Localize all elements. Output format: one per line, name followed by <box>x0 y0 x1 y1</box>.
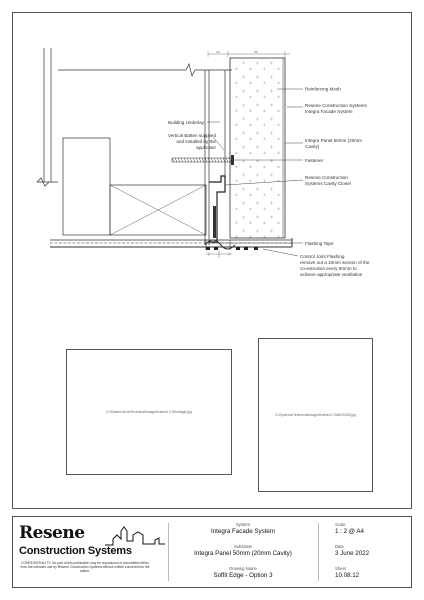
sheet-field <box>335 566 359 579</box>
confidentiality-notice: CONFIDENTIALITY: No part of this publication may be reproduced or transmitted either from the intended use by Resene Construction Systems without written consent from the author. <box>20 561 150 574</box>
drawing-name-field <box>170 566 316 579</box>
system-value: Integra Facade System <box>211 528 275 535</box>
substrate-value: Integra Panel 50mm (20mm Cavity) <box>194 550 292 557</box>
framing-timber <box>63 138 206 235</box>
label-control-joint-line1: Control Joint Flashing <box>300 254 345 259</box>
label-fastener: Fastener <box>305 158 324 163</box>
title-divider-2 <box>318 523 319 581</box>
date-field <box>335 544 369 557</box>
title-divider-1 <box>168 523 169 581</box>
label-control-joint-line3: co-extrusion every 80mm to <box>300 266 357 271</box>
label-control-joint-line2: remove out a 10mm section of the <box>300 260 370 265</box>
dimension-line <box>208 50 290 57</box>
logo-subtitle: Construction Systems <box>19 545 132 557</box>
scale-caption: Scale <box>335 522 346 527</box>
label-flashing-tape: Flashing Tape <box>305 241 334 246</box>
label-panel-line1: Integra Panel 50mm (20mm <box>305 138 362 143</box>
label-control-joint-line4: achieve appropriate ventilation <box>300 272 363 277</box>
scale-field <box>335 522 364 535</box>
label-reinforcing-mesh: Reinforcing Mesh <box>305 86 341 92</box>
integra-panel <box>230 58 285 238</box>
image-placeholder-left <box>66 349 232 475</box>
label-cavity-closer-line2: Systems Cavity Closer <box>305 181 352 186</box>
label-batten-line3: applicator <box>196 145 216 150</box>
drawing-name-caption: Drawing Name <box>229 566 257 571</box>
substrate-caption: Substrate <box>234 544 252 549</box>
sheet-caption: Sheet <box>335 566 346 571</box>
scale-value: 1 : 2 @ A4 <box>335 528 364 535</box>
slab-top <box>58 64 232 76</box>
logo-wordmark: Resene <box>19 523 85 543</box>
date-value: 3 June 2022 <box>335 550 370 557</box>
label-resene-system-line1: Resene Construction Systems <box>305 103 367 108</box>
system-field <box>170 522 316 535</box>
skyline-icon <box>105 525 165 547</box>
label-building-underlay: Building Underlay <box>167 120 204 125</box>
image-placeholder-right <box>258 338 373 492</box>
existing-wall <box>37 48 58 186</box>
sheet-value: 10.08.12 <box>335 572 360 579</box>
company-logo <box>17 523 167 583</box>
drawing-name-value: Soffit Edge - Option 3 <box>213 572 273 579</box>
soffit-detail-drawing <box>12 12 412 312</box>
image-path-right: C:\Systems\Technical\Image\Drained CJ\IMG0026.jpg <box>274 413 357 417</box>
label-cavity-closer-line1: Resene Construction <box>305 175 348 180</box>
svg-text:50: 50 <box>254 50 258 54</box>
bottom-dimension <box>206 250 232 258</box>
label-batten-line1: Vertical Batten supplied <box>167 133 216 138</box>
image-path-left: C:\Shared drive\Technical\Image\Drained CJ\frontage.jpg <box>106 410 192 414</box>
label-panel-line2: Cavity) <box>305 144 320 149</box>
substrate-field <box>170 544 316 557</box>
date-caption: Date <box>335 544 344 549</box>
label-resene-system-line2: Integra Facade System <box>305 109 353 114</box>
system-caption: System <box>236 522 250 527</box>
label-batten-line2: and installed by the <box>176 139 216 144</box>
svg-text:20: 20 <box>216 50 220 54</box>
cavity-closer <box>209 176 225 242</box>
title-block <box>12 516 412 588</box>
